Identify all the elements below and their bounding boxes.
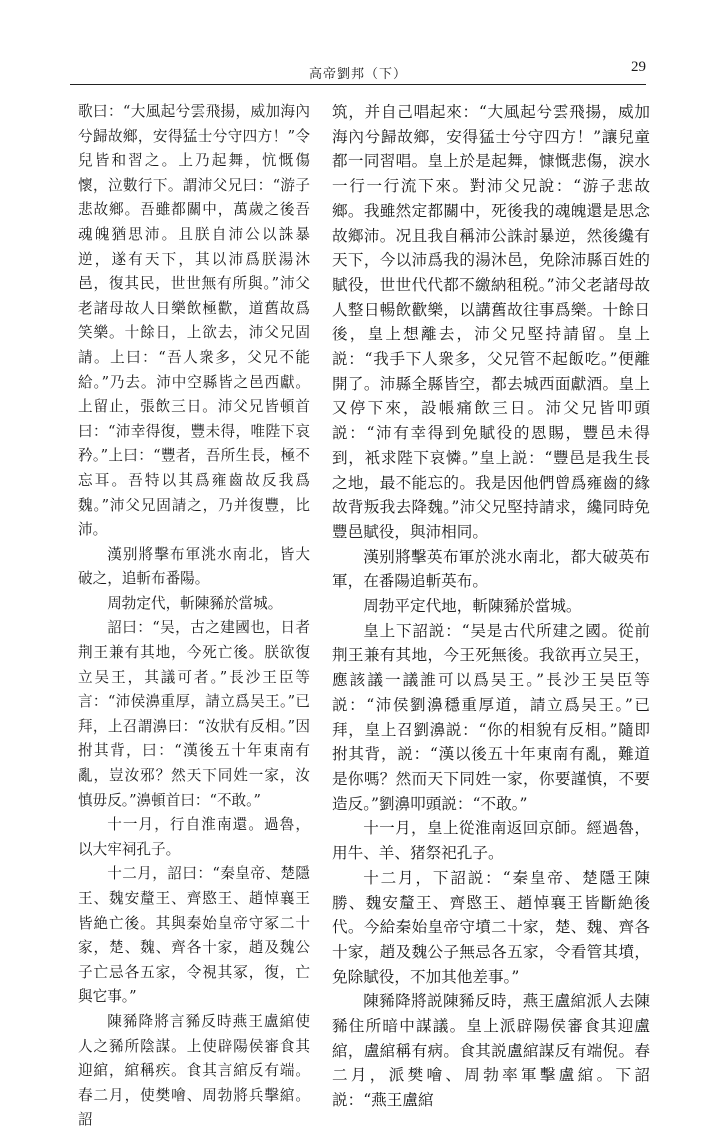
- classical-paragraph: 周勃定代，斬陳豨於當城。: [107, 594, 283, 612]
- classical-paragraph: 漢别將擊布軍洮水南北，皆大破之，追斬布番陽。: [78, 545, 310, 588]
- classical-paragraph: 十二月，詔曰：“秦皇帝、楚隱王、魏安釐王、齊愍王、趙悼襄王皆絶亡後。其與秦始皇帝守冢二十家，楚、魏、齊各十家，趙及魏公子亡忌各五家，令視其冢，復，亡與它事。”: [78, 865, 310, 1006]
- classical-paragraph: 歌曰：“大風起兮雲飛揚，威加海內兮歸故鄉，安得猛士兮守四方！”令兒皆和習之。上乃起舞，忼慨傷懷，泣數行下。謂沛父兄曰：“游子悲故鄉。吾雖都關中，萬歲之後吾魂魄猶思沛。且朕自沛公以誅暴逆，遂有天下，其以沛爲朕湯沐邑，復其民，世世無有所與。”沛父老諸母故人日樂飲極歡，道舊故爲笑樂。十餘日，上欲去，沛父兄固請。上曰：“吾人衆多，父兄不能給。”乃去。沛中空縣皆之邑西獻。上留止，張飲三日。沛父兄皆頓首曰：“沛幸得復，豐未得，唯陛下哀矜。”上曰：“豐者，吾所生長，極不忘耳。吾特以其爲雍齒故反我爲魏。”沛父兄固請之，乃并復豐，比沛。: [78, 103, 310, 539]
- translation-paragraph: 皇上下詔説：“吴是古代所建之國。從前荆王兼有其地，今王死無後。我欲再立吴王，應該議一議誰可以爲吴王。”長沙王吴臣等説：“沛侯劉濞穩重厚道，請立爲吴王。”已拜，皇上召劉濞説：“你的相貌有反相。”隨即拊其背，説：“漢以後五十年東南有亂，難道是你嗎？然而天下同姓一家，你要謹慎，不要造反。”劉濞叩頭説：“不敢。”: [332, 621, 650, 813]
- classical-text-column: [78, 100, 310, 1129]
- classical-paragraph: 陳豨降將言豨反時燕王盧綰使人之豨所陰謀。上使辟陽侯審食其迎綰，綰稱疾。食其言綰反有端。春二月，使樊噲、周勃將兵擊綰。詔: [78, 1012, 310, 1129]
- translation-paragraph: 十一月，皇上從淮南返回京師。經過魯，用牛、羊、猪祭祀孔子。: [332, 819, 650, 863]
- translation-paragraph: 十二月，下詔説：“秦皇帝、楚隱王陳勝、魏安釐王、齊愍王、趙悼襄王皆斷絶後代。今給秦始皇帝守墳二十家，楚、魏、齊各十家，趙及魏公子無忌各五家，令看管其墳，免除賦役，不加其他差事。”: [332, 868, 650, 986]
- header-rule: [70, 84, 646, 85]
- translation-paragraph: 筑，并自己唱起來：“大風起兮雲飛揚，威加海內兮歸故鄉，安得猛士兮守四方！”讓兒童都一同習唱。皇上於是起舞，慷慨悲傷，淚水一行一行流下來。對沛父兄說：“游子悲故鄉。我雖然定都關中，死後我的魂魄還是思念故鄉沛。况且我自稱沛公誅討暴逆，然後纔有天下，今以沛爲我的湯沐邑，免除沛縣百姓的賦役，世世代代都不繳納租税。”沛父老諸母故人整日暢飲歡樂，以講舊故往事爲樂。十餘日後，皇上想離去，沛父兄堅持請留。皇上説：“我手下人衆多，父兄管不起飯吃。”便離開了。沛縣全縣皆空，都去城西面獻酒。皇上又停下來，設帳痛飲三日。沛父兄皆叩頭説：“沛有幸得到免賦役的恩賜，豐邑未得到，衹求陛下哀憐。”皇上説：“豐邑是我生長之地，最不能忘的。我是因他們曾爲雍齒的緣故背叛我去降魏。”沛父兄堅持請求，纔同時免豐邑賦役，與沛相同。: [332, 103, 650, 541]
- page-header: [70, 55, 646, 85]
- translation-paragraph: 漢别將擊英布軍於洮水南北，都大破英布軍，在番陽追斬英布。: [332, 547, 650, 591]
- translation-paragraph: 周勃平定代地，斬陳豨於當城。: [363, 597, 582, 616]
- classical-paragraph: 詔曰：“吴，古之建國也，日者荆王兼有其地，今死亡後。朕欲復立吴王，其議可者。”長沙王臣等言：“沛侯濞重厚，請立爲吴王。”已拜，上召謂濞曰：“汝狀有反相。”因拊其背，曰：“漢後五十年東南有亂，豈汝邪？然天下同姓一家，汝慎毋反。”濞頓首曰：“不敢。”: [78, 619, 310, 809]
- translation-paragraph: 陳豨降將説陳豨反時，燕王盧綰派人去陳豨住所暗中謀議。皇上派辟陽侯審食其迎盧綰，盧綰稱有病。食其説盧綰謀反有端倪。春二月，派樊噲、周勃率軍擊盧綰。下詔説：“燕王盧綰: [332, 992, 650, 1110]
- running-title: 高帝劉邦（下）: [308, 67, 407, 82]
- classical-paragraph: 十一月，行自淮南還。過魯，以大牢祠孔子。: [78, 816, 310, 858]
- translation-column: [332, 100, 650, 1110]
- page-number: 29: [631, 59, 646, 75]
